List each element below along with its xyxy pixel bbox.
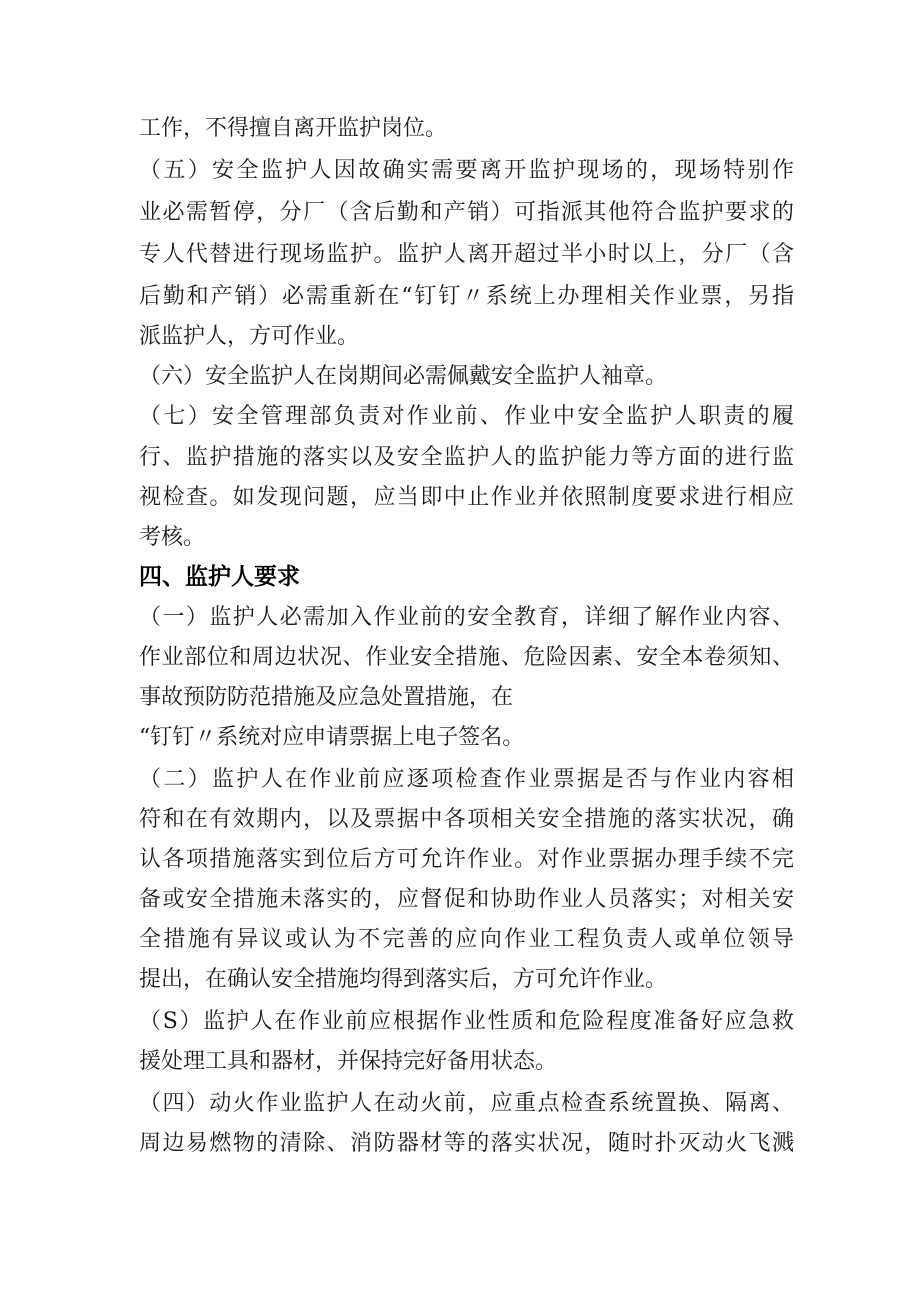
section-heading: 四、监护人要求 [139,564,300,590]
text-line: 专人代替进行现场监护。监护人离开超过半小时以上，分厂（含 [139,242,794,267]
section-paragraph-1-line: （一）监护人必需加入作业前的安全教育，详细了解作业内容、 [139,605,794,630]
section-paragraph-4-line: （四）动火作业监护人在动火前，应重点检查系统置换、隔离、 [139,1091,794,1116]
text-line: 事故预防防范措施及应急处置措施，在 [139,685,514,710]
section-paragraph-3-line: （S）监护人在作业前应根据作业性质和危险程度准备好应急救 [139,1009,794,1034]
section-paragraph-2-line: （二）监护人在作业前应逐项检查作业票据是否与作业内容相 [139,767,794,792]
text-line: 提出，在确认安全措施均得到落实后，方可允许作业。 [139,967,668,992]
section-paragraph-6-line: （六）安全监护人在岗期间必需佩戴安全监护人袖章。 [139,364,668,389]
text-line: 符和在有效期内，以及票据中各项相关安全措施的落实状况，确 [139,807,794,832]
text-line: 周边易燃物的清除、消防器材等的落实状况，随时扑灭动火飞溅 [139,1131,794,1156]
text-line: 全措施有异议或认为不完善的应向作业工程负责人或单位领导 [139,927,794,952]
section-paragraph-7-line: （七）安全管理部负责对作业前、作业中安全监护人职责的履 [139,404,794,429]
text-line: 备或安全措施未落实的，应督促和协助作业人员落实；对相关安 [139,887,794,912]
text-line: 作业部位和周边状况、作业安全措施、危险因素、安全本卷须知、 [139,645,794,670]
section-paragraph-5-line: （五）安全监护人因故确实需要离开监护现场的，现场特别作 [139,158,794,183]
text-line: 援处理工具和器材，并保持完好备用状态。 [139,1049,558,1074]
text-line: 派监护人，方可作业。 [139,324,360,349]
text-line: 视检查。如发现问题，应当即中止作业并依照制度要求进行相应 [139,485,794,510]
text-line: “钉钉〃系统对应申请票据上电子签名。 [139,725,525,750]
text-line: 考核。 [139,525,206,550]
text-line: 行、监护措施的落实以及安全监护人的监护能力等方面的进行监 [139,445,794,470]
text-line: 后勤和产销）必需重新在“钉钉〃系统上办理相关作业票，另指 [139,284,794,309]
text-line: 认各项措施落实到位后方可允许作业。对作业票据办理手续不完 [139,847,794,872]
text-line: 工作，不得擅自离开监护岗位。 [139,116,448,141]
text-line: 业必需暂停，分厂（含后勤和产销）可指派其他符合监护要求的 [139,200,794,225]
